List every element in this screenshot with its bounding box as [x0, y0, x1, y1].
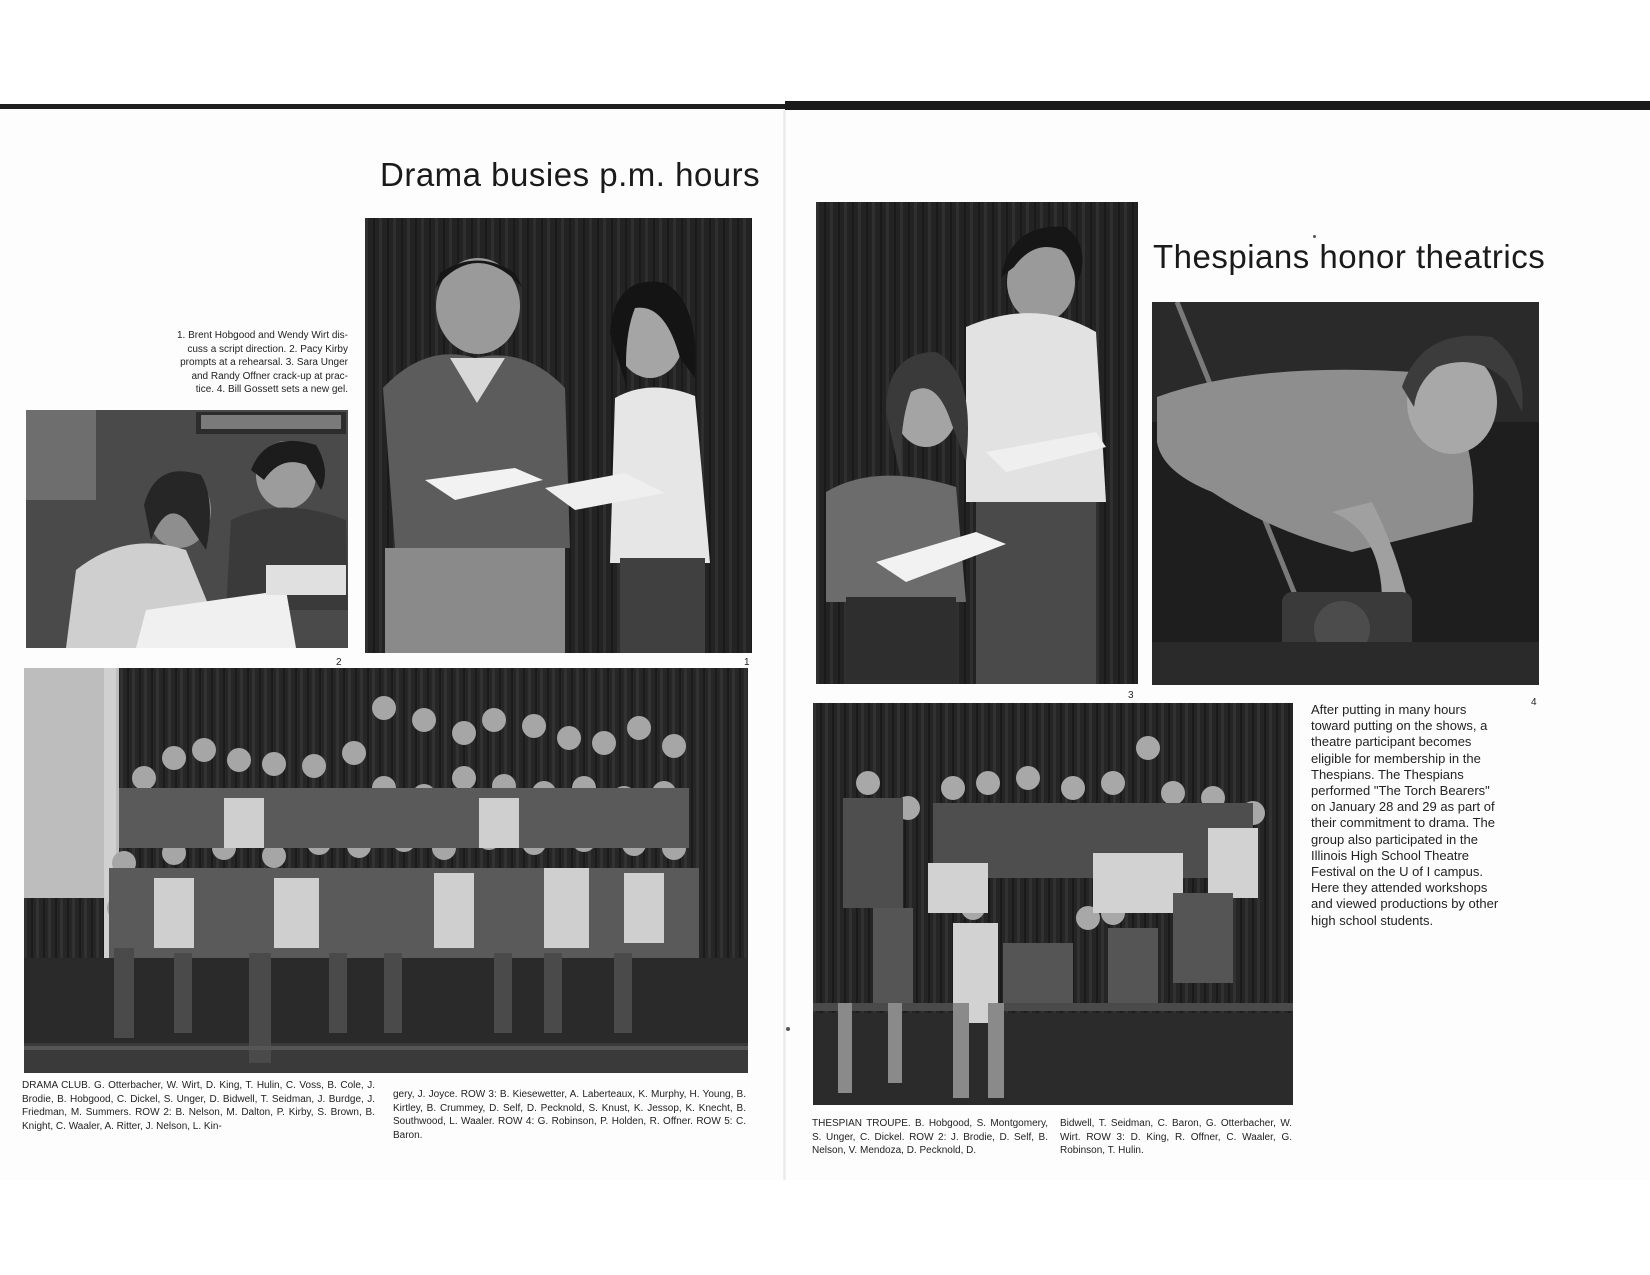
drama-club-caption-column-1: DRAMA CLUB. G. Otterbacher, W. Wirt, D. King, T. Hulin, C. Voss, B. Cole, J. Brodie, B. Hobgood, C. Dickel, S. Unger, D. Bidwell, T. Seidman, J. Burdge, J. Friedman, M. Summers. ROW 2: B. Nelson, M. Dalton, P. Kirby, S. Brown, B. Knight, C. Waaler, A. Ritter, J. Nelson, L. Kin-: [22, 1080, 375, 1132]
spread-top-edge-left: [0, 104, 785, 109]
photo-index-caption: 1. Brent Hobgood and Wendy Wirt dis- cuss a script direction. 2. Pacy Kirby prompts at a rehearsal. 3. Sara Unger and Randy Offner crack-up at prac- tice. 4. Bill Gossett sets a new gel.: [176, 330, 348, 395]
left-page-headline: Drama busies p.m. hours: [380, 156, 761, 193]
photo-number-3: 3: [1128, 690, 1134, 701]
right-page-headline: Thespians honor theatrics: [1153, 238, 1546, 275]
print-speck: [786, 1027, 790, 1031]
thespian-troupe-caption-column-2: Bidwell, T. Seidman, C. Baron, G. Otterbacher, W. Wirt. ROW 3: D. King, R. Offner, C. Waaler, G. Robinson, T. Hulin.: [1060, 1118, 1292, 1156]
thespian-troupe-caption-column-1: THESPIAN TROUPE. B. Hobgood, S. Montgomery, S. Unger, C. Dickel. ROW 2: J. Brodie, D. Self, B. Nelson, V. Mendoza, D. Pecknold, D.: [812, 1118, 1048, 1156]
photo-number-2: 2: [336, 657, 342, 668]
photo-number-1: 1: [744, 657, 750, 668]
thespian-troupe-group-photo: [813, 703, 1293, 1105]
spread-top-edge-right: [785, 101, 1650, 110]
two-students-reading-scripts-photo: [365, 218, 752, 653]
thespians-body-text: After putting in many hours toward putting on the shows, a theatre participant becomes eligible for membership in the Thespians. The Thespians performed "The Torch Bearers" on January 28 and 29 as part of their commitment to drama. The group also participated in the Illinois High School Theatre Festival on the U of I campus. Here they attended workshops and viewed productions by other high school students.: [1311, 702, 1499, 928]
students-laughing-with-scripts-photo: [816, 202, 1138, 684]
print-speck: [1313, 235, 1316, 238]
spine-gutter: [783, 110, 786, 1180]
prompter-at-rehearsal-photo: [26, 410, 348, 648]
drama-club-group-photo: [24, 668, 748, 1073]
drama-club-caption-column-2: gery, J. Joyce. ROW 3: B. Kiesewetter, A. Laberteaux, K. Murphy, H. Young, B. Kirtley, B. Crummey, D. Self, D. Pecknold, S. Knust, K. Jessop, K. Knecht, B. Southwood, L. Waaler. ROW 4: G. Robinson, P. Holden, R. Offner. ROW 5: C. Baron.: [393, 1089, 746, 1141]
student-setting-light-gel-photo: [1152, 302, 1539, 685]
photo-number-4: 4: [1531, 697, 1537, 708]
